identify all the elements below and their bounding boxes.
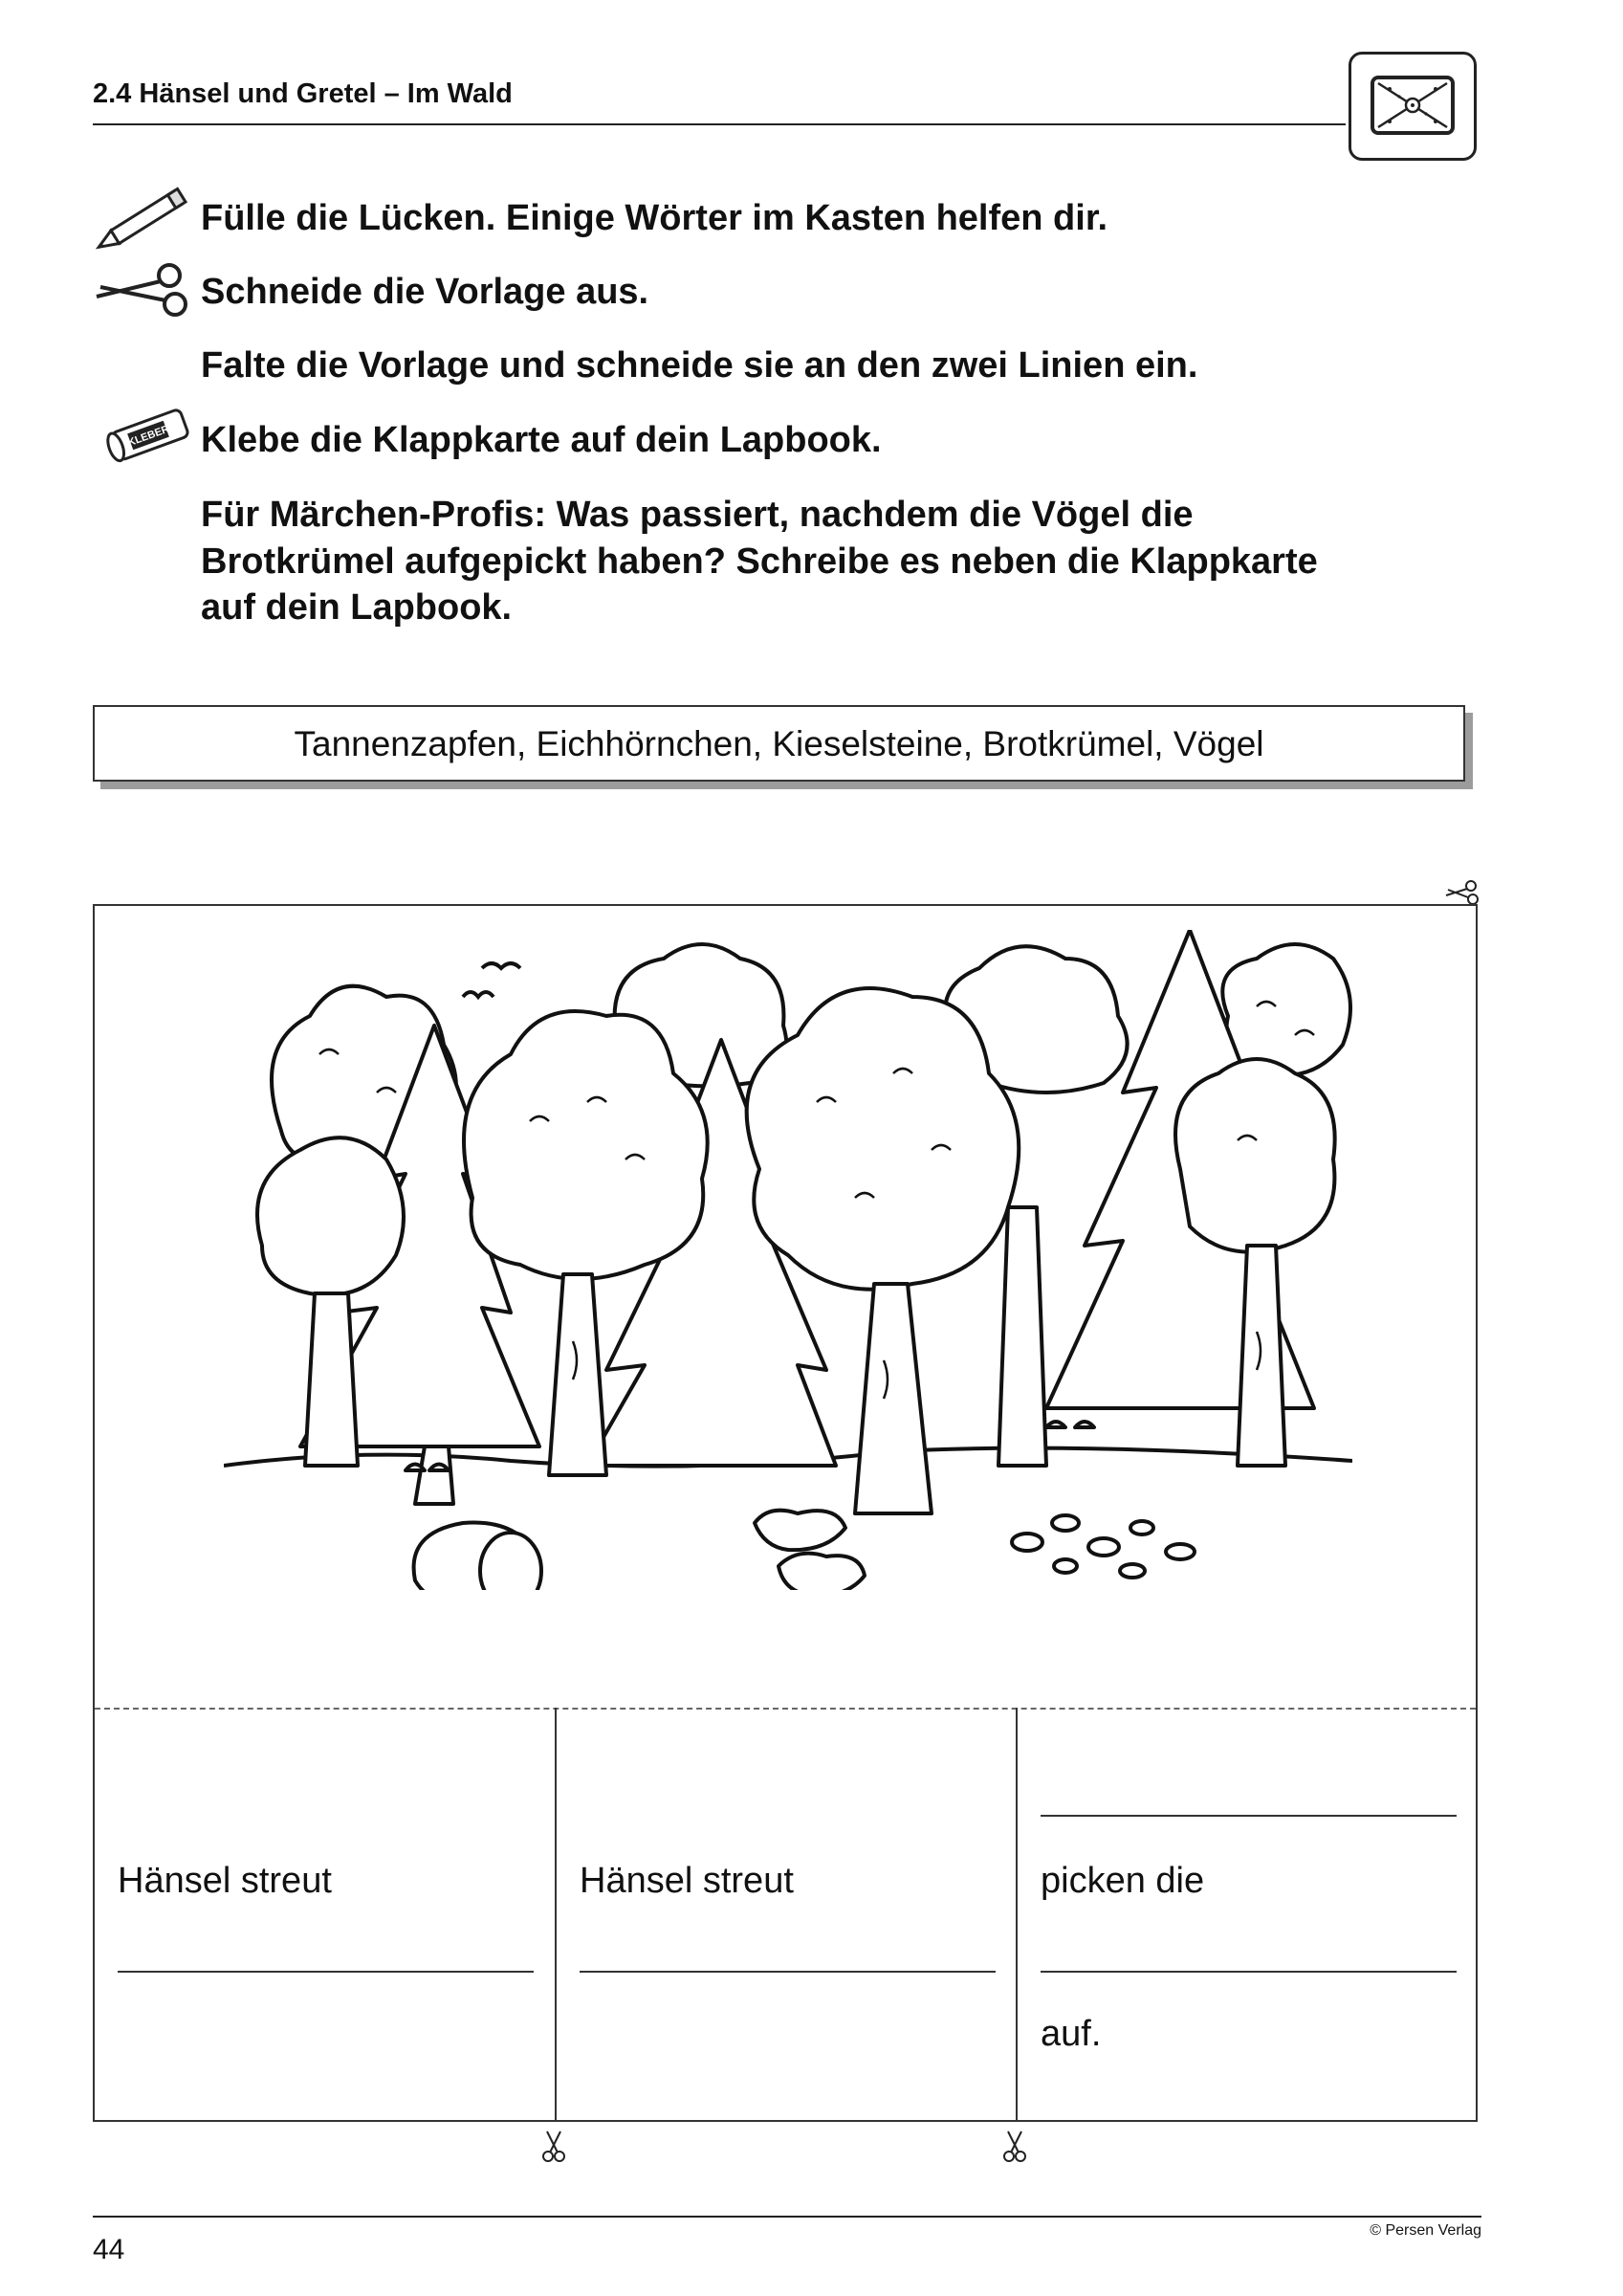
instruction-fill-gaps: Fülle die Lücken. Einige Wörter im Kasten helfen dir. (201, 198, 1108, 238)
forest-scene-illustration (224, 930, 1352, 1590)
panel-3-answer-line-bottom[interactable] (1041, 1971, 1457, 1973)
instruction-glue: Klebe die Klappkarte auf dein Lapbook. (201, 420, 882, 460)
panel-3-text-end: auf. (1041, 2014, 1102, 2054)
word-box (93, 705, 1465, 782)
page-title: 2.4 Hänsel und Gretel – Im Wald (93, 78, 513, 109)
glue-stick-icon (100, 402, 196, 474)
flap-panel-2 (557, 1708, 1018, 2120)
flap-card (93, 904, 1478, 2122)
scissors-icon (91, 258, 196, 330)
pencil-icon (96, 178, 201, 259)
panel-3-text: picken die (1041, 1861, 1205, 1901)
flap-panel-3 (1018, 1708, 1479, 2120)
svg-text:KLEBER: KLEBER (126, 423, 171, 450)
copyright-notice: © Persen Verlag (1370, 2222, 1481, 2239)
instruction-fold: Falte die Vorlage und schneide sie an den zwei Linien ein. (201, 345, 1198, 386)
panel-2-answer-line[interactable] (580, 1971, 996, 1973)
instruction-profis-2: Brotkrümel aufgepickt haben? Schreibe es neben die Klappkarte (201, 541, 1318, 582)
panel-1-answer-line[interactable] (118, 1971, 534, 1973)
scissors-icon (541, 2130, 566, 2167)
instruction-profis-3: auf dein Lapbook. (201, 587, 513, 628)
flap-panel-1 (95, 1708, 556, 2120)
scissors-icon (1002, 2130, 1027, 2167)
word-box-text: Tannenzapfen, Eichhörnchen, Kieselsteine, Brotkrümel, Vögel (294, 724, 1264, 763)
instruction-profis-1: Für Märchen-Profis: Was passiert, nachdem die Vögel die (201, 495, 1194, 535)
panel-2-text: Hänsel streut (580, 1861, 794, 1901)
header-divider (93, 123, 1346, 125)
panel-3-answer-line-top[interactable] (1041, 1815, 1457, 1817)
page-number: 44 (93, 2234, 125, 2265)
footer-divider (93, 2216, 1481, 2218)
panel-1-text: Hänsel streut (118, 1861, 332, 1901)
lapbook-icon (1349, 52, 1477, 161)
instruction-cut-out: Schneide die Vorlage aus. (201, 272, 649, 312)
